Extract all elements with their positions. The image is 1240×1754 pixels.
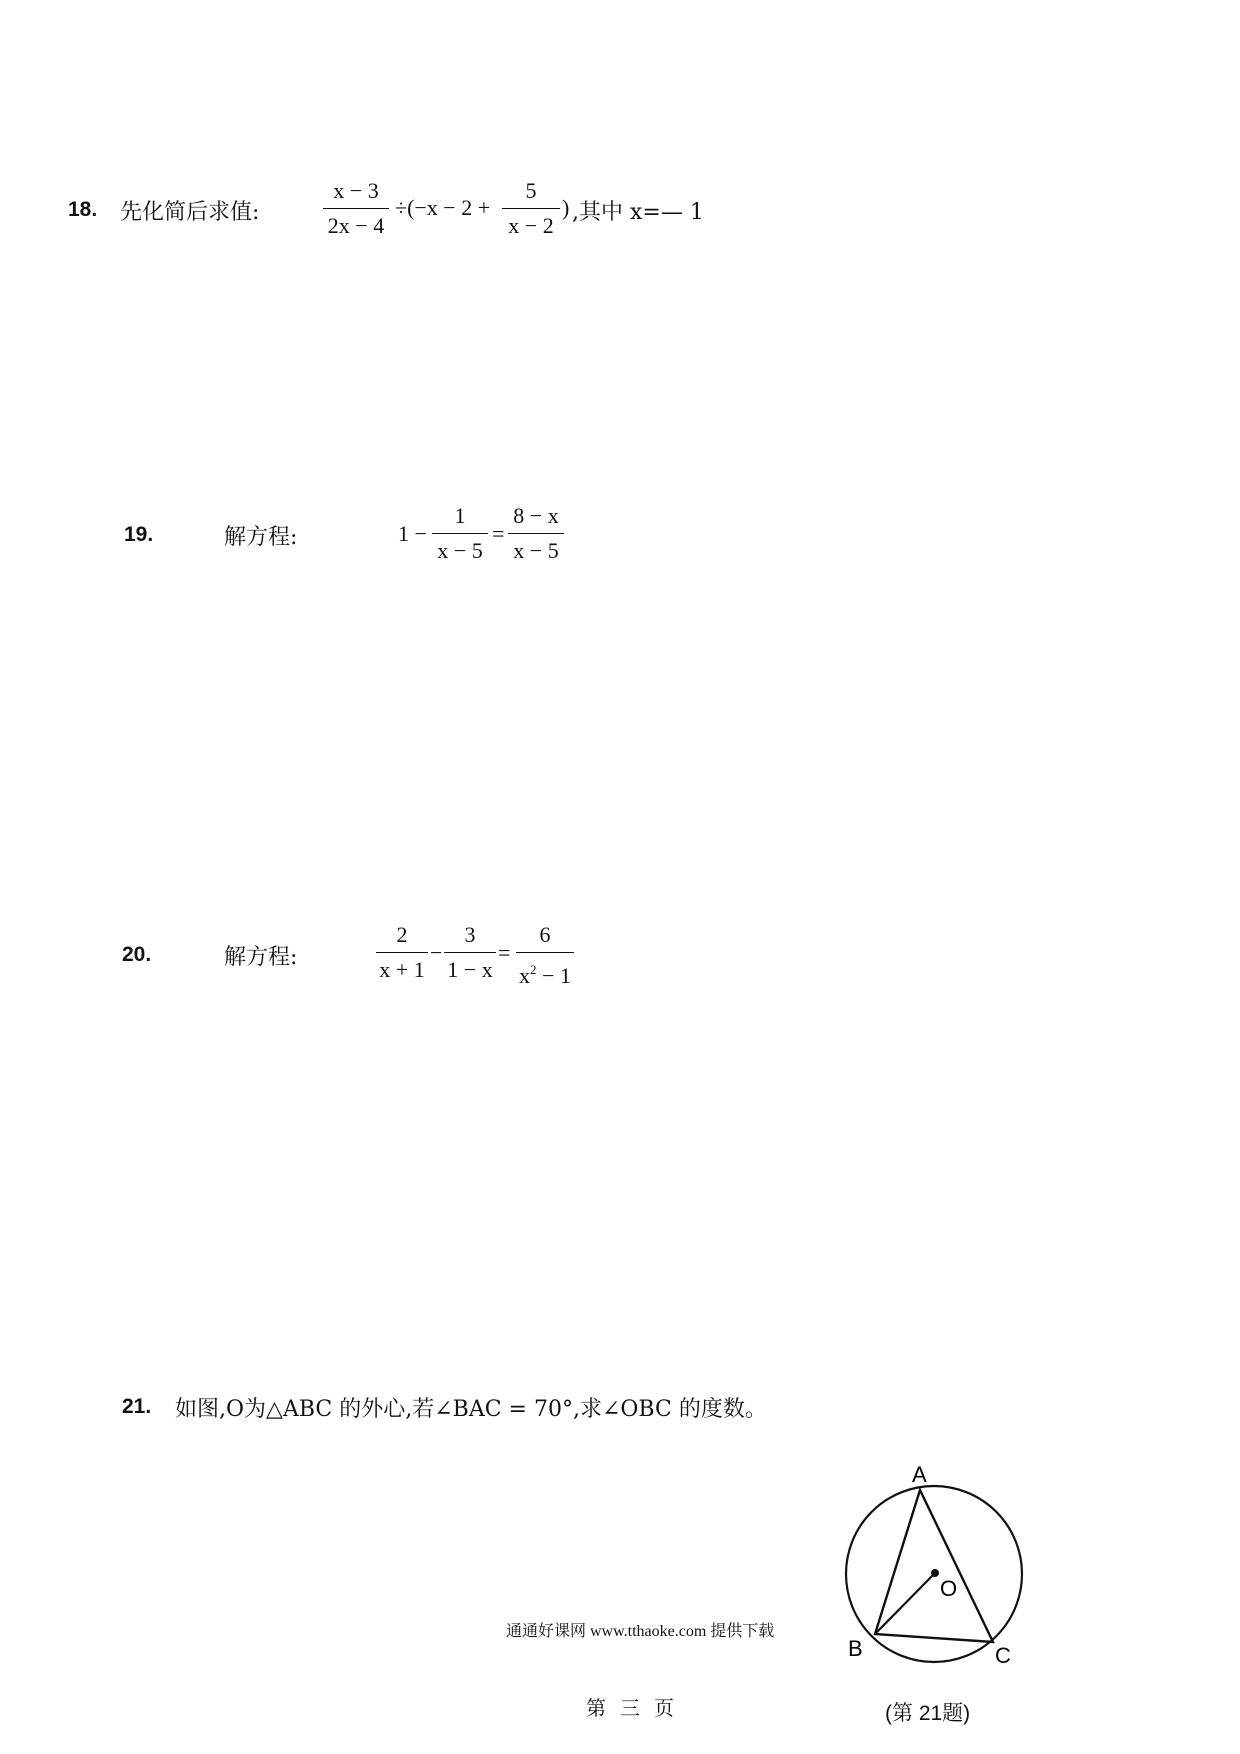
label-o: O bbox=[940, 1576, 958, 1601]
numerator: 8 − x bbox=[513, 503, 559, 528]
numerator: 1 bbox=[454, 503, 466, 528]
page-number: 第三页 bbox=[586, 1696, 688, 1720]
numerator: 6 bbox=[539, 922, 551, 947]
numerator: 2 bbox=[396, 922, 408, 947]
question-prompt: 解方程: bbox=[224, 525, 298, 550]
denominator: x − 2 bbox=[508, 213, 554, 238]
exponent: 2 bbox=[530, 962, 537, 977]
numerator: 3 bbox=[464, 922, 476, 947]
question-prompt: 解方程: bbox=[224, 945, 298, 970]
figure-caption: (第 21题) bbox=[885, 1702, 971, 1725]
question-prompt: 先化简后求值: bbox=[120, 200, 260, 225]
triangle-abc bbox=[875, 1490, 993, 1642]
question-text: 如图,O为△ABC 的外心,若∠BAC = 70°,求∠OBC 的度数。 bbox=[175, 1397, 767, 1422]
denominator-base: x bbox=[519, 963, 531, 988]
minus-sign: − bbox=[430, 940, 443, 965]
label-a: A bbox=[912, 1462, 927, 1487]
evaluation-condition: ,其中 x=— 1 bbox=[572, 200, 704, 225]
denominator-rest: − 1 bbox=[536, 963, 571, 988]
denominator: x − 5 bbox=[437, 538, 483, 563]
question-number: 20. bbox=[122, 943, 152, 966]
label-b: B bbox=[848, 1636, 863, 1661]
center-point bbox=[931, 1569, 939, 1577]
division-expression: ÷(−x − 2 + bbox=[395, 195, 491, 220]
denominator: 1 − x bbox=[447, 957, 493, 982]
question-number: 21. bbox=[122, 1395, 152, 1418]
numerator: 5 bbox=[525, 178, 537, 203]
constant-one: 1 − bbox=[398, 521, 427, 546]
label-c: C bbox=[995, 1643, 1011, 1668]
denominator: x + 1 bbox=[379, 957, 425, 982]
denominator: x − 5 bbox=[513, 538, 559, 563]
question-number: 18. bbox=[68, 198, 98, 221]
equals-sign: = bbox=[492, 521, 505, 546]
equals-sign: = bbox=[498, 940, 511, 965]
denominator: 2x − 4 bbox=[327, 213, 385, 238]
closing-paren: ) bbox=[562, 195, 570, 220]
site-note: 通通好课网 www.tthaoke.com 提供下载 bbox=[506, 1623, 775, 1640]
question-number: 19. bbox=[124, 523, 154, 546]
numerator: x − 3 bbox=[333, 178, 379, 203]
